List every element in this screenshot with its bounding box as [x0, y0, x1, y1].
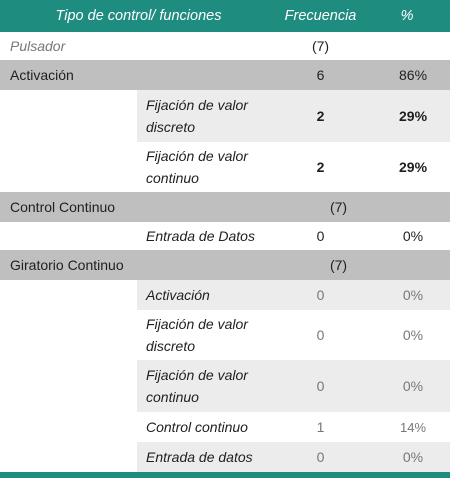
- fij-discreto-label: Fijación de valor discreto: [137, 90, 277, 142]
- g-fij-continuo-freq: 0: [277, 360, 364, 412]
- g-activacion-label: Activación: [137, 280, 277, 310]
- entrada-datos-pct: 0%: [402, 228, 424, 244]
- control-continuo-freq: (7): [277, 192, 450, 222]
- row-entrada-datos: [0, 222, 450, 250]
- g-control-continuo-label: Control continuo: [146, 419, 248, 435]
- activacion-pct: 86%: [364, 60, 450, 90]
- pulsador-label: Pulsador: [10, 38, 66, 54]
- g-activacion-pct: 0%: [364, 280, 450, 310]
- activacion-label: Activación: [0, 60, 277, 90]
- row-g-fij-continuo: [0, 360, 450, 412]
- header-percent: %: [364, 0, 450, 32]
- g-fij-continuo-pct: 0%: [364, 360, 450, 412]
- giratorio-continuo-label: Giratorio Continuo: [0, 250, 277, 280]
- row-giratorio-continuo: [0, 250, 450, 280]
- g-control-continuo-freq: 1: [316, 419, 325, 435]
- giratorio-continuo-freq: (7): [277, 250, 450, 280]
- fij-continuo-label: Fijación de valor continuo: [146, 148, 248, 186]
- row-pulsador: [0, 32, 450, 60]
- g-entrada-datos-pct: 0%: [364, 442, 450, 472]
- activacion-freq: 6: [277, 60, 364, 90]
- fij-discreto-freq: 2: [277, 90, 364, 142]
- row-control-continuo: [0, 192, 450, 222]
- g-fij-discreto-label: Fijación de valor discreto: [146, 316, 248, 354]
- row-g-control-continuo: [0, 412, 450, 442]
- row-g-activacion: [0, 280, 450, 310]
- pulsador-freq: (7): [311, 38, 330, 54]
- g-fij-discreto-pct: 0%: [402, 327, 424, 343]
- fij-discreto-pct: 29%: [364, 90, 450, 142]
- row-fij-continuo: [0, 142, 450, 192]
- g-entrada-datos-label: Entrada de datos: [137, 442, 277, 472]
- g-fij-continuo-label: Fijación de valor continuo: [137, 360, 277, 412]
- fij-continuo-pct: 29%: [399, 159, 428, 175]
- entrada-datos-freq: 0: [316, 228, 325, 244]
- table-bottom-rule: [0, 472, 450, 478]
- header-frequency: Frecuencia: [277, 0, 364, 32]
- header-row: [0, 0, 450, 32]
- g-fij-discreto-freq: 0: [316, 327, 325, 343]
- header-type: Tipo de control/ funciones: [0, 0, 277, 32]
- row-g-fij-discreto: [0, 310, 450, 360]
- control-continuo-label: Control Continuo: [0, 192, 277, 222]
- g-activacion-freq: 0: [277, 280, 364, 310]
- g-control-continuo-pct: 14%: [400, 419, 427, 435]
- entrada-datos-label: Entrada de Datos: [146, 228, 255, 244]
- fij-continuo-freq: 2: [316, 159, 325, 175]
- g-entrada-datos-freq: 0: [277, 442, 364, 472]
- row-activacion: [0, 60, 450, 90]
- row-fij-discreto: [0, 90, 450, 142]
- row-g-entrada-datos: [0, 442, 450, 472]
